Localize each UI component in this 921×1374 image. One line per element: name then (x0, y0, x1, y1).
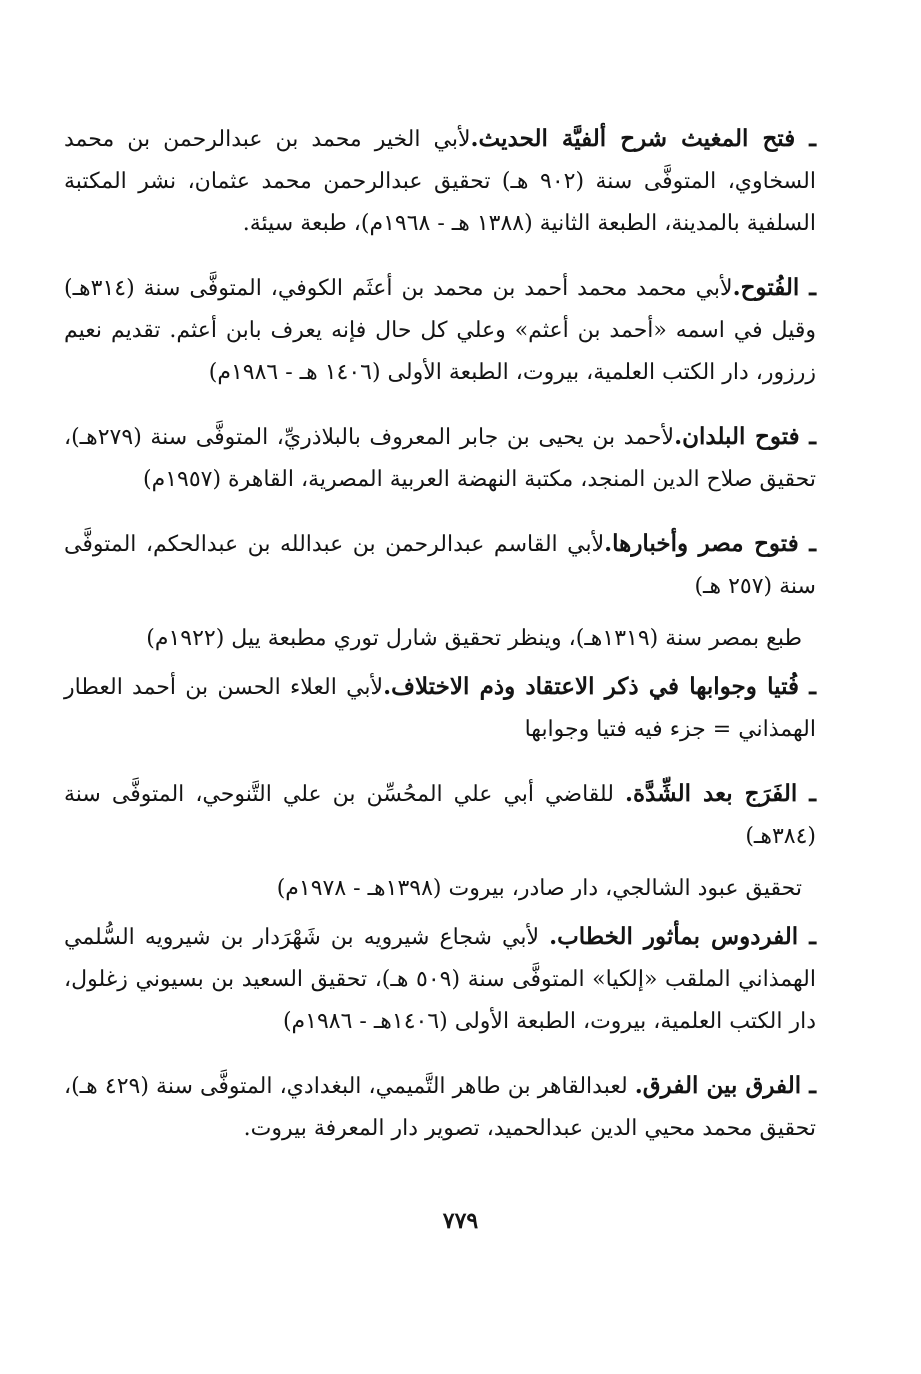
entry-body: لأبي محمد محمد أحمد بن محمد بن أعثَم الكوفي، المتوفَّى سنة (٣١٤هـ) وقيل في اسمه «أحمد بن أعثم» وعلي كل حال فإنه يعرف بابن أعثم. تقديم نعيم زرزور، دار الكتب العلمية، بيروت، الطبعة الأولى (١٤٠٦ هـ - ١٩٨٦م) (64, 276, 816, 385)
entry-body: لأبي الخير محمد بن عبدالرحمن بن محمد السخاوي، المتوفَّى سنة (٩٠٢ هـ) تحقيق عبدالرحمن محمد عثمان، نشر المكتبة السلفية بالمدينة، الطبعة الثانية (١٣٨٨ هـ - ١٩٦٨م)، طبعة سيئة. (64, 127, 816, 236)
bibliography-entry (64, 1065, 816, 1150)
bibliography-entry (64, 773, 816, 858)
bibliography-entry (64, 416, 816, 501)
bibliography-entry (64, 666, 816, 751)
bibliography-entry (64, 916, 816, 1043)
entry-body: لأبي شجاع شيرويه بن شَهْرَدار بن شيرويه السُّلمي الهمذاني الملقب «إلكيا» المتوفَّى سنة (٥٠٩ هـ)، تحقيق السعيد بن بسيوني زغلول، دار الكتب العلمية، بيروت، الطبعة الأولى (١٤٠٦هـ - ١٩٨٦م) (64, 925, 816, 1034)
entry-title: ـ الفُتوح. (732, 274, 816, 301)
page-number: ٧٧٩ (442, 1208, 479, 1234)
bibliography-entry (64, 267, 816, 394)
entry-body: لعبدالقاهر بن طاهر التَّميمي، البغدادي، المتوفَّى سنة (٤٢٩ هـ)، تحقيق محمد محيي الدين عبدالحميد، تصوير دار المعرفة بيروت. (64, 1074, 816, 1141)
entry-body: لأحمد بن يحيى بن جابر المعروف بالبلاذريِّ، المتوفَّى سنة (٢٧٩هـ)، تحقيق صلاح الدين المنجد، مكتبة النهضة العربية المصرية، القاهرة (١٩٥٧م) (64, 425, 816, 492)
entry-body: لأبي العلاء الحسن بن أحمد العطار الهمذاني = جزء فيه فتيا وجوابها (64, 675, 816, 742)
bibliography-entry (64, 523, 816, 608)
entry-title: ـ فُتيا وجوابها في ذكر الاعتقاد وذم الاختلاف. (383, 673, 816, 700)
entry-note: طبع بمصر سنة (١٣١٩هـ)، وينظر تحقيق شارل توري مطبعة ييل (١٩٢٢م) (146, 626, 802, 651)
bibliography-entry (64, 118, 816, 245)
entry-note: تحقيق عبود الشالجي، دار صادر، بيروت (١٣٩٨هـ - ١٩٧٨م) (276, 876, 802, 901)
bibliography-list (64, 118, 816, 1172)
entry-title: ـ الفرق بين الفرق. (634, 1072, 816, 1099)
entry-title: ـ فتوح البلدان. (674, 423, 816, 450)
entry-body: لأبي القاسم عبدالرحمن بن عبدالله بن عبدالحكم، المتوفَّى سنة (٢٥٧ هـ) (64, 532, 816, 599)
entry-title: ـ فتح المغيث شرح ألفيَّة الحديث. (470, 125, 817, 152)
entry-body: للقاضي أبي علي المحُسِّن بن علي التَّنوحي، المتوفَّى سنة (٣٨٤هـ) (64, 782, 816, 849)
entry-title: ـ الفَرَج بعد الشِّدَّة. (624, 780, 817, 807)
entry-title: ـ فتوح مصر وأخبارها. (604, 530, 817, 557)
entry-title: ـ الفردوس بمأثور الخطاب. (549, 923, 816, 950)
